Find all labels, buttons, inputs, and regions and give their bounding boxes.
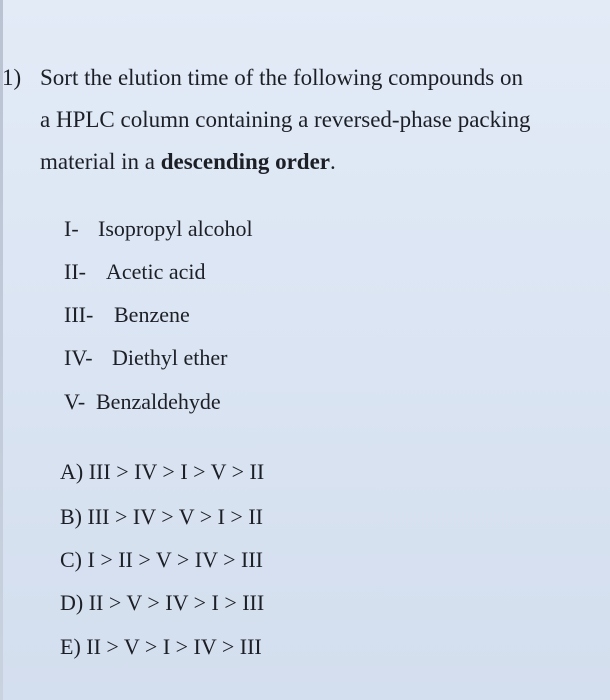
answer-option-b[interactable] xyxy=(60,503,263,531)
compound-numeral: V- xyxy=(64,389,86,414)
question-emphasis: descending order xyxy=(160,149,331,174)
option-letter: D) xyxy=(60,590,84,615)
question-text-line-3-start: material in a xyxy=(40,149,161,174)
option-text: III > IV > V > I > II xyxy=(87,504,263,529)
question-text-line-1: Sort the elution time of the following compounds on xyxy=(40,65,523,90)
compound-name: Isopropyl alcohol xyxy=(98,216,253,241)
option-letter: B) xyxy=(60,504,82,529)
question-number: 1) xyxy=(2,65,22,90)
compound-item-1 xyxy=(64,215,253,243)
answer-option-a[interactable] xyxy=(60,458,264,486)
compound-name: Acetic acid xyxy=(106,259,206,284)
compound-item-2 xyxy=(64,258,206,286)
compound-item-3 xyxy=(64,301,190,329)
compound-name: Benzene xyxy=(114,302,190,327)
compound-numeral: II- xyxy=(64,259,86,284)
compound-name: Benzaldehyde xyxy=(96,389,221,414)
option-text: I > II > V > IV > III xyxy=(87,547,263,572)
option-letter: E) xyxy=(60,634,81,659)
page-edge xyxy=(0,0,3,700)
option-text: II > V > I > IV > III xyxy=(86,634,262,659)
question-text-line-3-end: . xyxy=(330,149,336,174)
compound-name: Diethyl ether xyxy=(112,345,228,370)
option-text: II > V > IV > I > III xyxy=(88,590,265,615)
answer-option-d[interactable] xyxy=(60,589,264,617)
option-letter: A) xyxy=(60,459,84,484)
option-text: III > IV > I > V > II xyxy=(88,459,265,484)
compound-numeral: I- xyxy=(64,216,79,241)
question-text-line-2: a HPLC column containing a reversed-phase packing xyxy=(40,107,531,132)
compound-item-5 xyxy=(64,388,221,416)
compound-numeral: III- xyxy=(64,302,94,327)
question-text-line-3 xyxy=(40,148,336,176)
compound-item-4 xyxy=(64,344,227,372)
compound-numeral: IV- xyxy=(64,345,93,370)
option-letter: C) xyxy=(60,547,82,572)
answer-option-e[interactable] xyxy=(60,633,262,661)
answer-option-c[interactable] xyxy=(60,546,263,574)
